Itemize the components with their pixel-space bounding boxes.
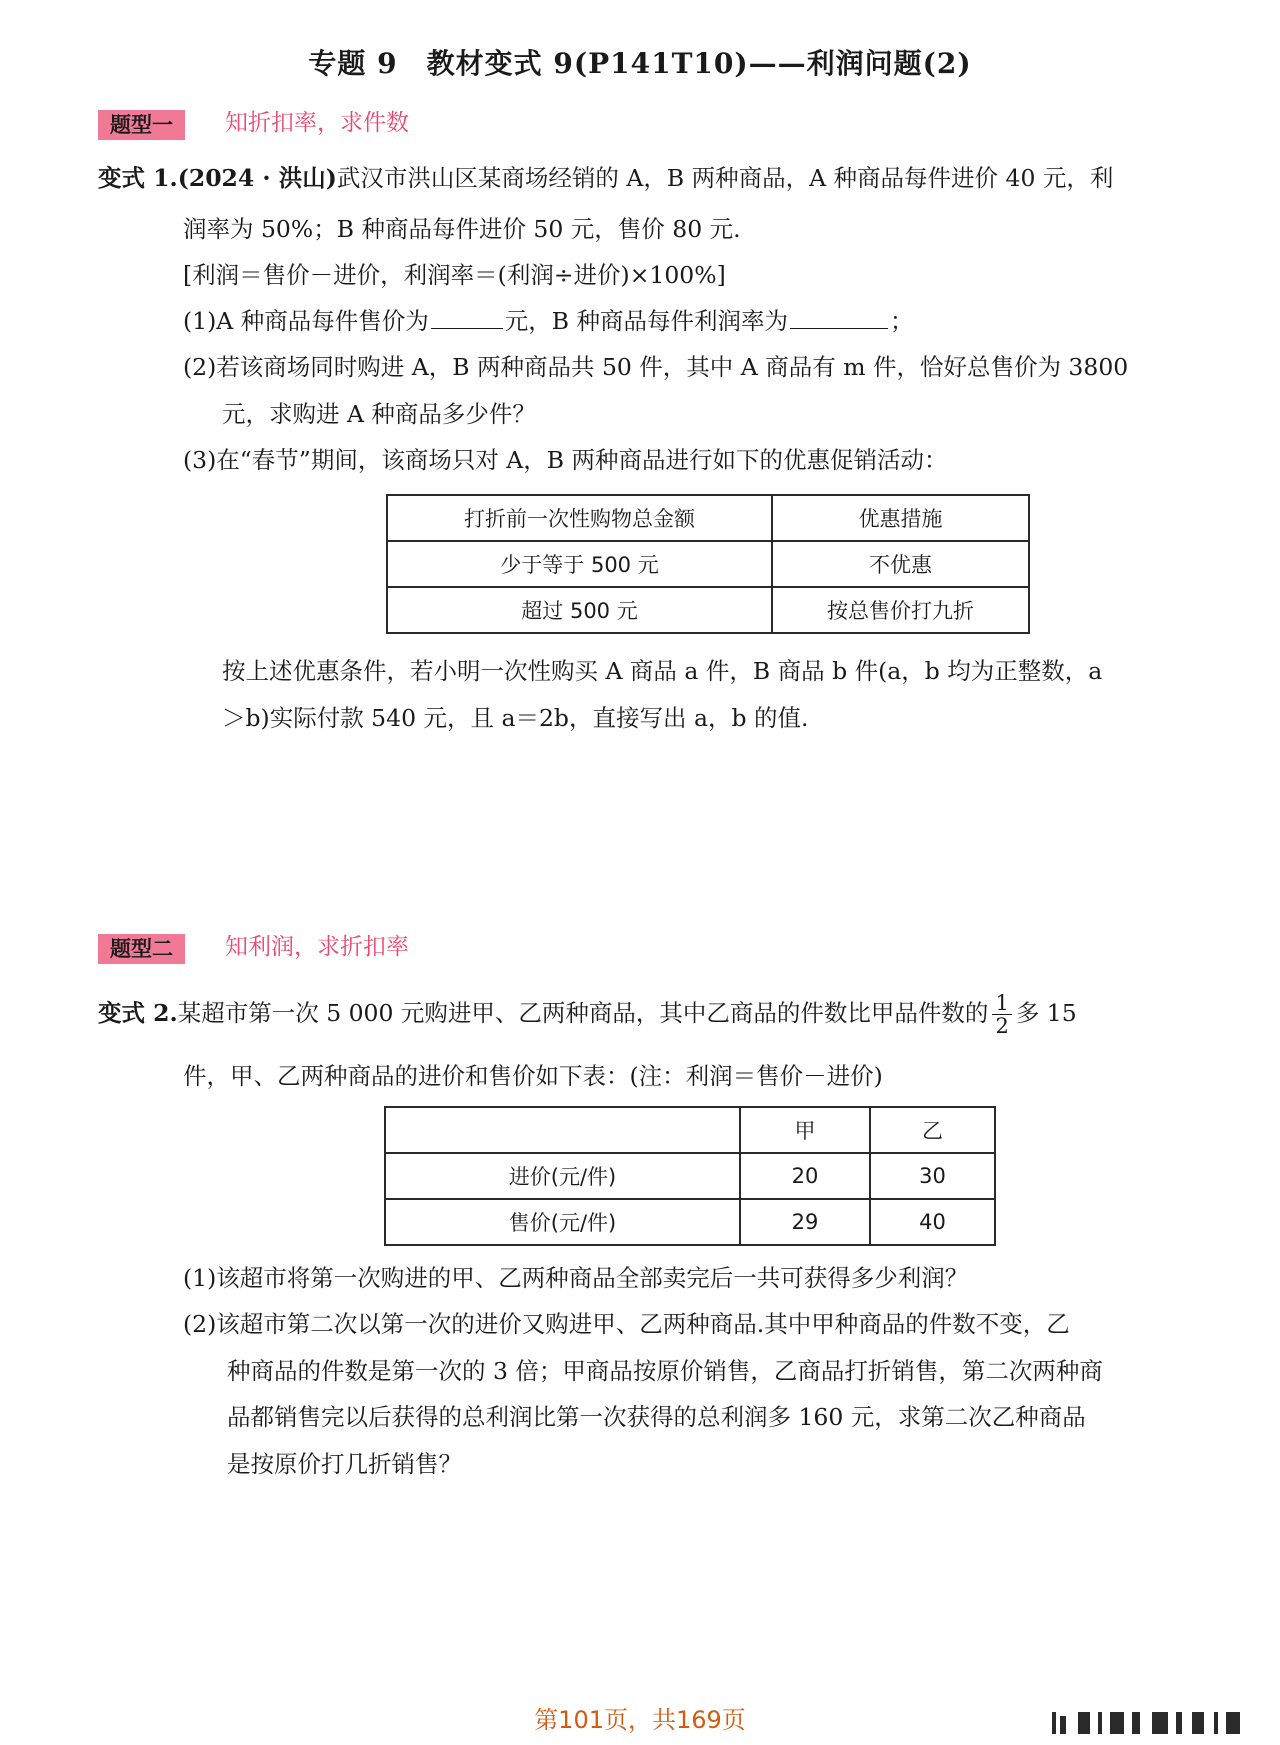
fraction-denominator: 2 xyxy=(995,1014,1009,1038)
table-row xyxy=(385,1107,995,1153)
table-cell: 超过 500 元 xyxy=(387,587,772,633)
q2-part2-line2: 种商品的件数是第一次的 3 倍；甲商品按原价销售，乙商品打折销售，第二次两种商 xyxy=(227,1357,1103,1385)
watermark-bars-icon xyxy=(1052,1712,1252,1734)
section1-tag: 题型一 xyxy=(98,110,185,140)
table-header-cell: 甲 xyxy=(740,1107,870,1153)
table-cell: 不优惠 xyxy=(772,541,1029,587)
q2-label: 变式 2. xyxy=(98,999,178,1027)
q2-part2-line1: (2)该超市第二次以第一次的进价又购进甲、乙两种商品.其中甲种商品的件数不变，乙 xyxy=(183,1310,1070,1338)
table-row xyxy=(385,1153,995,1199)
q2-part2-line4: 是按原价打几折销售？ xyxy=(227,1450,462,1478)
page-indicator: 第101页，共169页 xyxy=(534,1706,746,1734)
table-header-cell xyxy=(385,1107,740,1153)
table-cell: 40 xyxy=(870,1199,995,1245)
price-table xyxy=(384,1106,996,1246)
page-title: 专题 9 教材变式 9(P141T10)——利润问题(2) xyxy=(308,47,972,80)
table-cell: 售价(元/件) xyxy=(385,1199,740,1245)
q1-text-line2: 润率为 50%；B 种商品每件进价 50 元，售价 80 元. xyxy=(183,215,741,243)
q1-after-line1: 按上述优惠条件，若小明一次性购买 A 商品 a 件，B 商品 b 件(a，b 均为正整数，a xyxy=(222,657,1103,685)
table-row xyxy=(385,1199,995,1245)
q1-part1 xyxy=(183,305,913,337)
table-cell: 少于等于 500 元 xyxy=(387,541,772,587)
table-cell: 进价(元/件) xyxy=(385,1153,740,1199)
q1-line1 xyxy=(98,162,1113,194)
q1-part2-line1: (2)若该商场同时购进 A，B 两种商品共 50 件，其中 A 商品有 m 件，恰好总售价为 3800 xyxy=(183,353,1129,381)
q1-part1-a: (1)A 种商品每件售价为 xyxy=(183,307,429,335)
table-row xyxy=(387,587,1029,633)
q2-text-line2: 件，甲、乙两种商品的进价和售价如下表：(注：利润＝售价－进价) xyxy=(183,1062,883,1090)
fraction-numerator: 1 xyxy=(992,992,1011,1015)
table-header-cell: 优惠措施 xyxy=(772,495,1029,541)
q1-part2-line2: 元，求购进 A 种商品多少件？ xyxy=(222,400,536,428)
q1-part3-line1: (3)在“春节”期间，该商场只对 A，B 两种商品进行如下的优惠促销活动： xyxy=(183,446,948,474)
q2-text-line1a: 某超市第一次 5 000 元购进甲、乙两种商品，其中乙商品的件数比甲品件数的 xyxy=(177,999,989,1027)
q1-part1-b: 元，B 种商品每件利润率为 xyxy=(504,307,788,335)
answer-blank-a-price[interactable] xyxy=(431,306,503,329)
table-cell: 29 xyxy=(740,1199,870,1245)
q2-text-line1b: 多 15 xyxy=(1015,999,1077,1027)
discount-table xyxy=(386,494,1030,634)
table-row xyxy=(387,495,1029,541)
section2-title: 知利润，求折扣率 xyxy=(225,934,409,960)
table-header-cell: 打折前一次性购物总金额 xyxy=(387,495,772,541)
fraction-one-half xyxy=(992,992,1011,1037)
q1-after-line2: ＞b)实际付款 540 元，且 a＝2b，直接写出 a，b 的值. xyxy=(222,704,809,732)
q2-part2-line3: 品都销售完以后获得的总利润比第一次获得的总利润多 160 元，求第二次乙种商品 xyxy=(227,1403,1086,1431)
table-header-cell: 乙 xyxy=(870,1107,995,1153)
answer-blank-b-rate[interactable] xyxy=(790,306,888,329)
q2-line1 xyxy=(98,992,1077,1037)
section1-title: 知折扣率，求件数 xyxy=(225,110,409,136)
table-cell: 按总售价打九折 xyxy=(772,587,1029,633)
q1-source: (2024 · 洪山) xyxy=(177,164,337,192)
table-row xyxy=(387,541,1029,587)
q2-part1: (1)该超市将第一次购进的甲、乙两种商品全部卖完后一共可获得多少利润？ xyxy=(183,1264,969,1292)
section2-tag: 题型二 xyxy=(98,934,185,964)
table-cell: 30 xyxy=(870,1153,995,1199)
q1-formula: [利润＝售价－进价，利润率＝(利润÷进价)×100%] xyxy=(183,261,726,289)
q1-label: 变式 1. xyxy=(98,164,178,192)
table-cell: 20 xyxy=(740,1153,870,1199)
q1-part1-c: ； xyxy=(889,307,914,335)
q1-text-line1: 武汉市洪山区某商场经销的 A，B 两种商品，A 种商品每件进价 40 元，利 xyxy=(336,164,1114,192)
